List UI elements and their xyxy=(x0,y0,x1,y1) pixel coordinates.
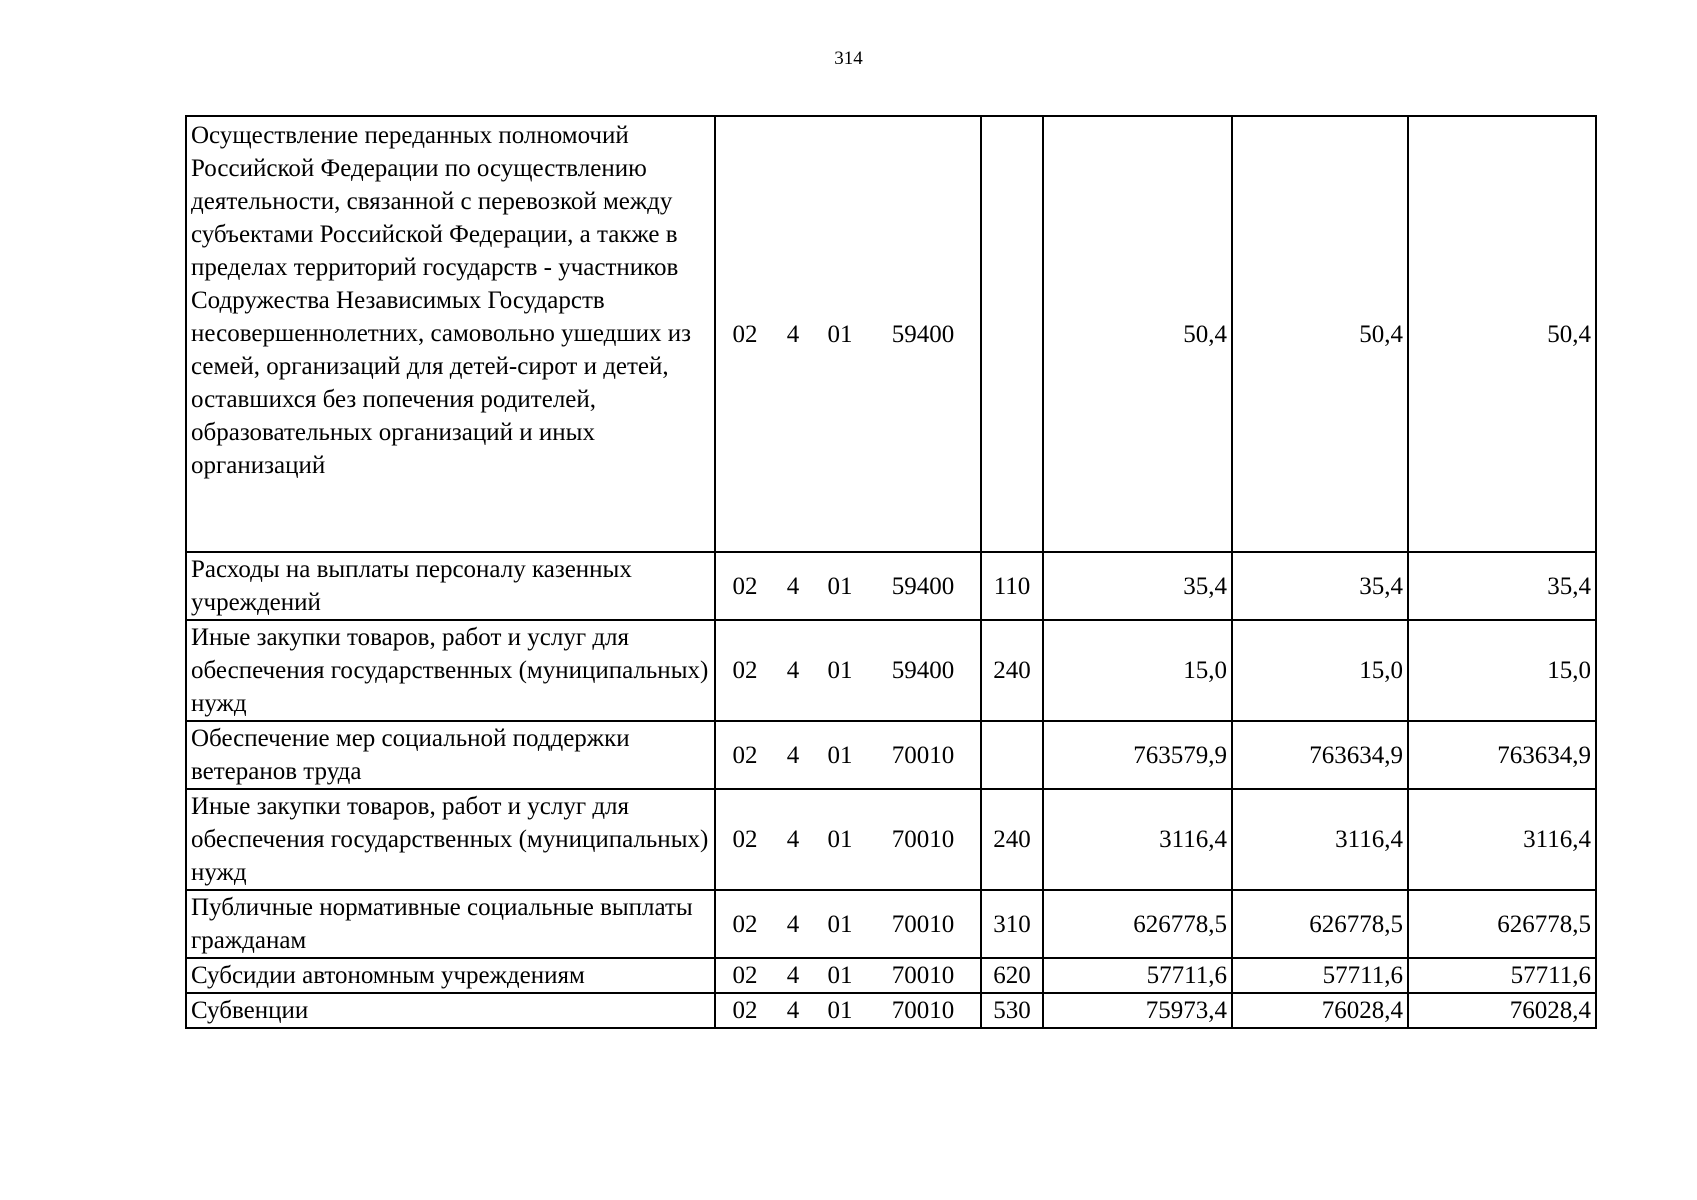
value-year-1: 75973,4 xyxy=(1043,993,1232,1028)
code-item: 70010 xyxy=(891,962,955,989)
expense-type: 620 xyxy=(981,958,1043,993)
row-codes-cell xyxy=(715,116,981,552)
row-codes xyxy=(716,570,980,603)
code-section: 01 xyxy=(827,962,853,989)
row-name: Субсидии автономным учреждениям xyxy=(186,958,715,993)
expense-type: 110 xyxy=(981,552,1043,620)
code-section: 01 xyxy=(827,657,853,684)
code-group: 02 xyxy=(732,320,758,348)
row-codes-cell xyxy=(715,890,981,958)
row-name: Иные закупки товаров, работ и услуг для обеспечения государственных (муниципальных) нужд xyxy=(186,620,715,721)
value-year-1: 763579,9 xyxy=(1043,721,1232,789)
table-row xyxy=(186,890,1596,958)
expense-type: 240 xyxy=(981,620,1043,721)
budget-table xyxy=(185,115,1597,1029)
row-codes xyxy=(716,994,980,1027)
code-item: 70010 xyxy=(891,741,955,769)
code-item: 59400 xyxy=(891,657,955,684)
table-row xyxy=(186,721,1596,789)
row-codes-cell xyxy=(715,993,981,1028)
row-name: Иные закупки товаров, работ и услуг для обеспечения государственных (муниципальных) нужд xyxy=(186,789,715,890)
row-codes-cell xyxy=(715,958,981,993)
code-group: 02 xyxy=(732,657,758,684)
code-section: 01 xyxy=(827,741,853,769)
row-codes-cell xyxy=(715,620,981,721)
value-year-3: 50,4 xyxy=(1408,116,1596,552)
code-section: 01 xyxy=(827,572,853,600)
row-codes xyxy=(716,654,980,687)
code-group: 02 xyxy=(732,826,758,853)
value-year-3: 76028,4 xyxy=(1408,993,1596,1028)
code-group: 02 xyxy=(732,572,758,600)
code-section: 01 xyxy=(827,910,853,938)
value-year-3: 35,4 xyxy=(1408,552,1596,620)
code-subgroup: 4 xyxy=(786,962,800,989)
row-codes-cell xyxy=(715,721,981,789)
value-year-2: 76028,4 xyxy=(1232,993,1408,1028)
row-codes-cell xyxy=(715,789,981,890)
value-year-2: 15,0 xyxy=(1232,620,1408,721)
value-year-2: 763634,9 xyxy=(1232,721,1408,789)
code-item: 70010 xyxy=(891,910,955,938)
table-row xyxy=(186,552,1596,620)
code-subgroup: 4 xyxy=(786,741,800,769)
table-row xyxy=(186,958,1596,993)
expense-type: 310 xyxy=(981,890,1043,958)
code-subgroup: 4 xyxy=(786,572,800,600)
expense-type: 240 xyxy=(981,789,1043,890)
code-subgroup: 4 xyxy=(786,657,800,684)
table-row xyxy=(186,116,1596,552)
value-year-2: 35,4 xyxy=(1232,552,1408,620)
code-subgroup: 4 xyxy=(786,826,800,853)
value-year-2: 50,4 xyxy=(1232,116,1408,552)
code-item: 59400 xyxy=(891,320,955,348)
code-group: 02 xyxy=(732,910,758,938)
table-row xyxy=(186,993,1596,1028)
row-name: Осуществление переданных полномочий Российской Федерации по осуществлению деятельности, связанной с перевозкой между субъектами Российской Федерации, а также в пределах территорий государств - участников Содружества Независимых Государств несовершеннолетних, самовольно ушедших из семей, организаций для детей-сирот и детей, оставшихся без попечения родителей, образовательных организаций и иных организаций xyxy=(186,116,715,552)
code-subgroup: 4 xyxy=(786,320,800,348)
row-codes xyxy=(716,908,980,941)
value-year-1: 626778,5 xyxy=(1043,890,1232,958)
code-subgroup: 4 xyxy=(786,910,800,938)
value-year-1: 35,4 xyxy=(1043,552,1232,620)
row-name: Расходы на выплаты персоналу казенных учреждений xyxy=(186,552,715,620)
value-year-3: 763634,9 xyxy=(1408,721,1596,789)
table-row xyxy=(186,620,1596,721)
code-item: 70010 xyxy=(891,826,955,853)
code-item: 59400 xyxy=(891,572,955,600)
code-section: 01 xyxy=(827,320,853,348)
value-year-1: 3116,4 xyxy=(1043,789,1232,890)
value-year-3: 3116,4 xyxy=(1408,789,1596,890)
expense-type: 530 xyxy=(981,993,1043,1028)
value-year-1: 15,0 xyxy=(1043,620,1232,721)
value-year-2: 57711,6 xyxy=(1232,958,1408,993)
value-year-2: 3116,4 xyxy=(1232,789,1408,890)
value-year-1: 50,4 xyxy=(1043,116,1232,552)
row-codes xyxy=(716,739,980,772)
expense-type xyxy=(981,721,1043,789)
value-year-2: 626778,5 xyxy=(1232,890,1408,958)
code-section: 01 xyxy=(827,826,853,853)
row-name: Субвенции xyxy=(186,993,715,1028)
table-row xyxy=(186,789,1596,890)
row-name: Публичные нормативные социальные выплаты гражданам xyxy=(186,890,715,958)
expense-type xyxy=(981,116,1043,552)
code-group: 02 xyxy=(732,997,758,1024)
row-codes xyxy=(716,823,980,856)
budget-table-body xyxy=(186,116,1596,1028)
value-year-3: 57711,6 xyxy=(1408,958,1596,993)
code-group: 02 xyxy=(732,741,758,769)
row-codes-cell xyxy=(715,552,981,620)
code-subgroup: 4 xyxy=(786,997,800,1024)
code-section: 01 xyxy=(827,997,853,1024)
row-codes xyxy=(716,959,980,992)
value-year-1: 57711,6 xyxy=(1043,958,1232,993)
row-codes xyxy=(716,318,980,351)
value-year-3: 15,0 xyxy=(1408,620,1596,721)
code-group: 02 xyxy=(732,962,758,989)
value-year-3: 626778,5 xyxy=(1408,890,1596,958)
code-item: 70010 xyxy=(891,997,955,1024)
page-number: 314 xyxy=(834,48,863,69)
row-name: Обеспечение мер социальной поддержки ветеранов труда xyxy=(186,721,715,789)
